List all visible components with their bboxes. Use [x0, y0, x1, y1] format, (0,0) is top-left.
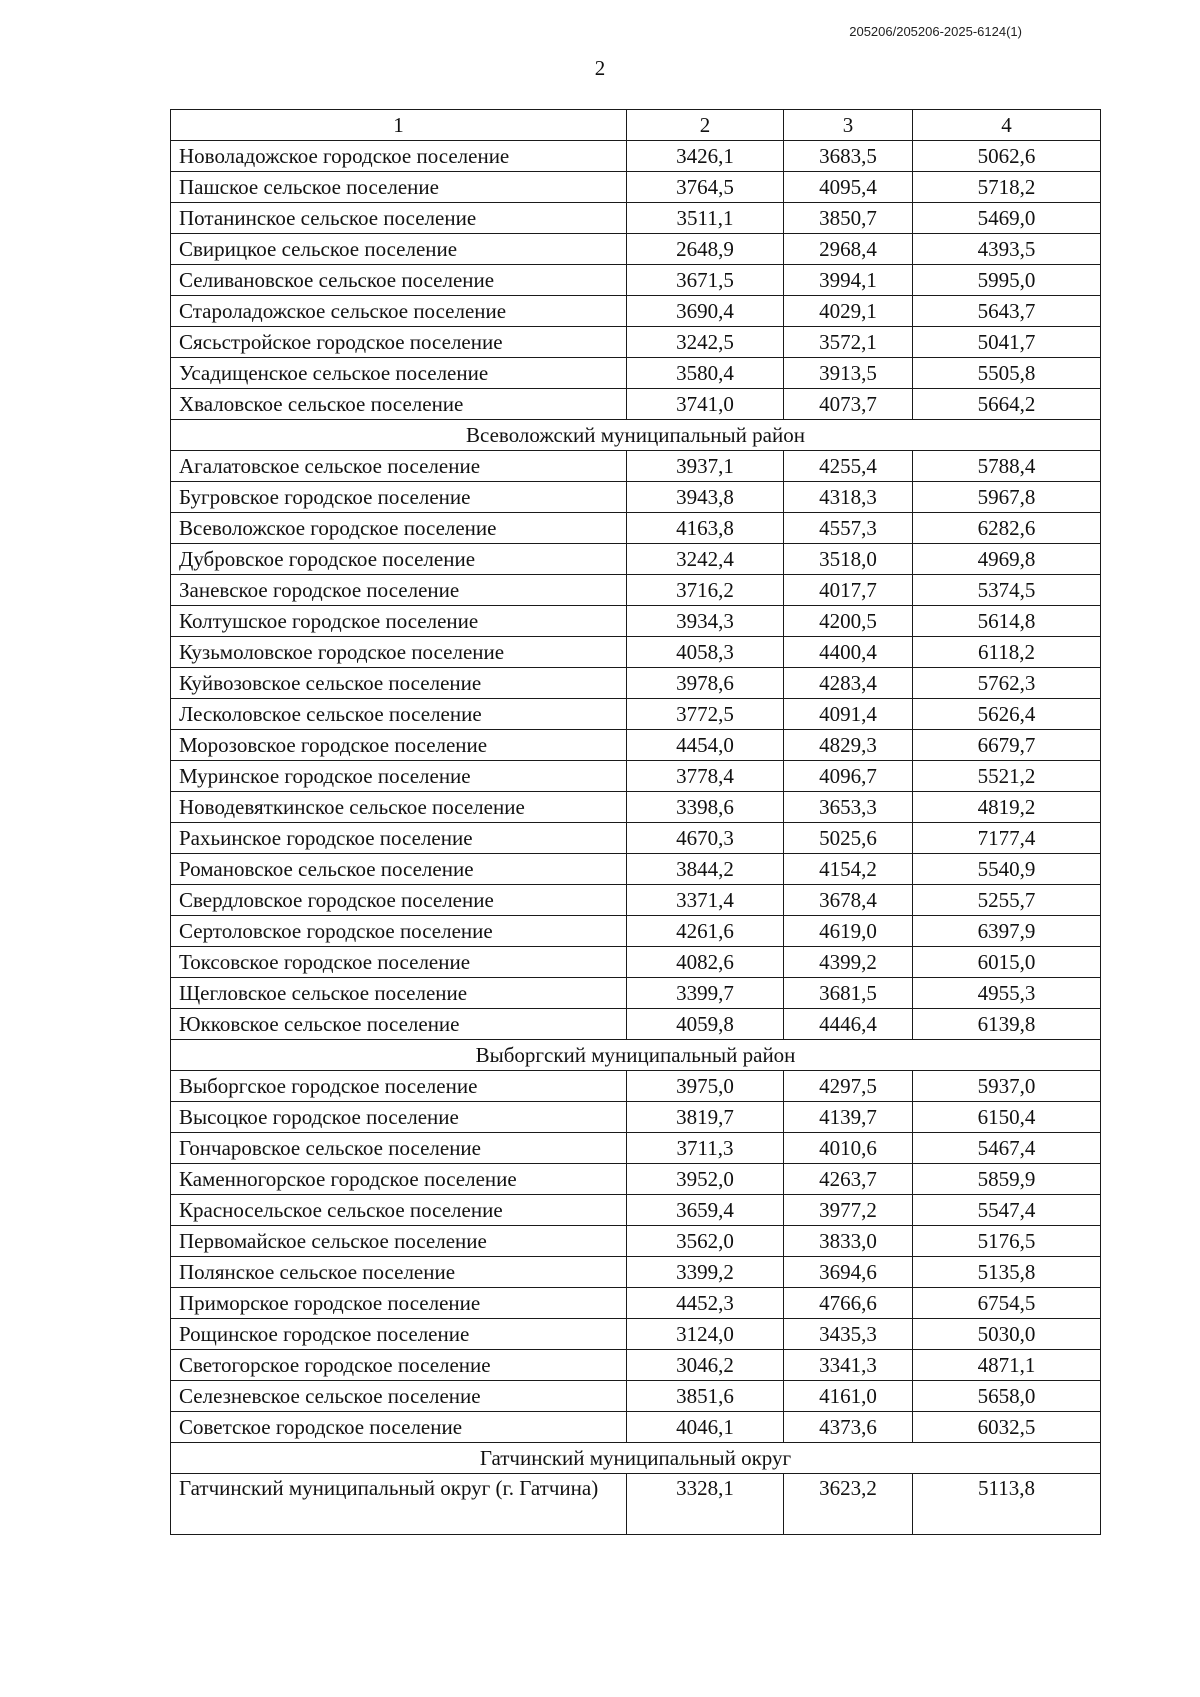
value-col-2: 3124,0 [627, 1319, 784, 1350]
settlement-name: Советское городское поселение [171, 1412, 627, 1443]
table-row [171, 234, 1101, 265]
value-col-2: 3819,7 [627, 1102, 784, 1133]
value-col-3: 3518,0 [784, 544, 913, 575]
table-row [171, 1381, 1101, 1412]
value-col-3: 4073,7 [784, 389, 913, 420]
value-col-4: 5374,5 [913, 575, 1101, 606]
settlement-name: Романовское сельское поселение [171, 854, 627, 885]
value-col-2: 3242,4 [627, 544, 784, 575]
value-col-3: 3850,7 [784, 203, 913, 234]
column-header-1: 1 [171, 110, 627, 141]
settlement-name: Дубровское городское поселение [171, 544, 627, 575]
value-col-2: 4058,3 [627, 637, 784, 668]
settlement-name: Усадищенское сельское поселение [171, 358, 627, 389]
value-col-4: 5937,0 [913, 1071, 1101, 1102]
value-col-4: 5467,4 [913, 1133, 1101, 1164]
value-col-4: 6282,6 [913, 513, 1101, 544]
settlement-name: Полянское сельское поселение [171, 1257, 627, 1288]
value-col-3: 4557,3 [784, 513, 913, 544]
table-row [171, 451, 1101, 482]
value-col-3: 4091,4 [784, 699, 913, 730]
value-col-4: 4969,8 [913, 544, 1101, 575]
value-col-4: 5718,2 [913, 172, 1101, 203]
table-row [171, 1164, 1101, 1195]
table-row [171, 916, 1101, 947]
value-col-2: 4163,8 [627, 513, 784, 544]
value-col-2: 4261,6 [627, 916, 784, 947]
value-col-2: 3328,1 [627, 1474, 784, 1535]
value-col-2: 3580,4 [627, 358, 784, 389]
value-col-2: 3975,0 [627, 1071, 784, 1102]
table-row [171, 885, 1101, 916]
column-header-3: 3 [784, 110, 913, 141]
settlement-name: Токсовское городское поселение [171, 947, 627, 978]
value-col-3: 4766,6 [784, 1288, 913, 1319]
value-col-2: 2648,9 [627, 234, 784, 265]
value-col-3: 3623,2 [784, 1474, 913, 1535]
table-row [171, 389, 1101, 420]
settlement-name: Новодевяткинское сельское поселение [171, 792, 627, 823]
settlement-name: Хваловское сельское поселение [171, 389, 627, 420]
settlement-name: Юкковское сельское поселение [171, 1009, 627, 1040]
value-col-3: 4446,4 [784, 1009, 913, 1040]
district-name: Выборгский муниципальный район [171, 1040, 1101, 1071]
value-col-3: 4010,6 [784, 1133, 913, 1164]
table-row [171, 1071, 1101, 1102]
table-row [171, 947, 1101, 978]
settlement-name: Кузьмоловское городское поселение [171, 637, 627, 668]
value-col-3: 4399,2 [784, 947, 913, 978]
value-col-2: 3934,3 [627, 606, 784, 637]
settlement-name: Муринское городское поселение [171, 761, 627, 792]
settlement-name: Светогорское городское поселение [171, 1350, 627, 1381]
district-row [171, 1443, 1101, 1474]
value-col-2: 3851,6 [627, 1381, 784, 1412]
value-col-3: 4017,7 [784, 575, 913, 606]
value-col-4: 5967,8 [913, 482, 1101, 513]
value-col-2: 3562,0 [627, 1226, 784, 1257]
value-col-3: 4283,4 [784, 668, 913, 699]
column-header-2: 2 [627, 110, 784, 141]
value-col-4: 5658,0 [913, 1381, 1101, 1412]
settlement-name: Сертоловское городское поселение [171, 916, 627, 947]
value-col-2: 4082,6 [627, 947, 784, 978]
table-row [171, 730, 1101, 761]
value-col-2: 3711,3 [627, 1133, 784, 1164]
value-col-3: 4161,0 [784, 1381, 913, 1412]
value-col-4: 5547,4 [913, 1195, 1101, 1226]
settlement-name: Селивановское сельское поселение [171, 265, 627, 296]
value-col-2: 3046,2 [627, 1350, 784, 1381]
value-col-3: 4139,7 [784, 1102, 913, 1133]
value-col-2: 3659,4 [627, 1195, 784, 1226]
page-number: 2 [594, 56, 606, 80]
value-col-4: 5176,5 [913, 1226, 1101, 1257]
table-row [171, 1350, 1101, 1381]
settlement-name: Староладожское сельское поселение [171, 296, 627, 327]
settlement-name: Первомайское сельское поселение [171, 1226, 627, 1257]
value-col-4: 4819,2 [913, 792, 1101, 823]
table-row [171, 668, 1101, 699]
table-row [171, 1319, 1101, 1350]
settlement-name: Сясьстройское городское поселение [171, 327, 627, 358]
value-col-4: 5643,7 [913, 296, 1101, 327]
value-col-3: 3977,2 [784, 1195, 913, 1226]
value-col-3: 3572,1 [784, 327, 913, 358]
settlement-name: Свирицкое сельское поселение [171, 234, 627, 265]
value-col-2: 3242,5 [627, 327, 784, 358]
table-row [171, 265, 1101, 296]
value-col-2: 3399,2 [627, 1257, 784, 1288]
settlement-name: Свердловское городское поселение [171, 885, 627, 916]
value-col-2: 4454,0 [627, 730, 784, 761]
value-col-3: 4373,6 [784, 1412, 913, 1443]
value-col-2: 3671,5 [627, 265, 784, 296]
value-col-2: 3778,4 [627, 761, 784, 792]
settlement-name: Гатчинский муниципальный округ (г. Гатчина) [171, 1474, 627, 1535]
table-row [171, 482, 1101, 513]
district-name: Гатчинский муниципальный округ [171, 1443, 1101, 1474]
table-row [171, 1288, 1101, 1319]
table-row [171, 1133, 1101, 1164]
value-col-2: 4059,8 [627, 1009, 784, 1040]
value-col-3: 5025,6 [784, 823, 913, 854]
value-col-2: 3741,0 [627, 389, 784, 420]
settlement-name: Приморское городское поселение [171, 1288, 627, 1319]
value-col-2: 3371,4 [627, 885, 784, 916]
value-col-2: 3511,1 [627, 203, 784, 234]
table-row [171, 761, 1101, 792]
value-col-4: 6397,9 [913, 916, 1101, 947]
district-row [171, 420, 1101, 451]
district-name: Всеволожский муниципальный район [171, 420, 1101, 451]
value-col-2: 3399,7 [627, 978, 784, 1009]
settlement-name: Красносельское сельское поселение [171, 1195, 627, 1226]
value-col-3: 3994,1 [784, 265, 913, 296]
value-col-2: 3943,8 [627, 482, 784, 513]
document-number: 205206/205206-2025-6124(1) [849, 24, 1022, 39]
table-row [171, 1195, 1101, 1226]
settlement-name: Бугровское городское поселение [171, 482, 627, 513]
table-row [171, 1412, 1101, 1443]
value-col-4: 6150,4 [913, 1102, 1101, 1133]
value-col-2: 4046,1 [627, 1412, 784, 1443]
settlement-name: Щегловское сельское поселение [171, 978, 627, 1009]
value-col-4: 6754,5 [913, 1288, 1101, 1319]
value-col-4: 5762,3 [913, 668, 1101, 699]
value-col-2: 4452,3 [627, 1288, 784, 1319]
district-row [171, 1040, 1101, 1071]
value-col-4: 5255,7 [913, 885, 1101, 916]
value-col-4: 5664,2 [913, 389, 1101, 420]
value-col-2: 3844,2 [627, 854, 784, 885]
value-col-2: 3690,4 [627, 296, 784, 327]
settlement-name: Пашское сельское поселение [171, 172, 627, 203]
value-col-3: 4096,7 [784, 761, 913, 792]
value-col-4: 5135,8 [913, 1257, 1101, 1288]
value-col-2: 3952,0 [627, 1164, 784, 1195]
table-row [171, 606, 1101, 637]
value-col-3: 4400,4 [784, 637, 913, 668]
value-col-4: 5995,0 [913, 265, 1101, 296]
settlement-name: Всеволожское городское поселение [171, 513, 627, 544]
value-col-2: 3716,2 [627, 575, 784, 606]
value-col-3: 4255,4 [784, 451, 913, 482]
table-header [171, 110, 1101, 141]
value-col-4: 5859,9 [913, 1164, 1101, 1195]
table-row [171, 978, 1101, 1009]
value-col-3: 3653,3 [784, 792, 913, 823]
value-col-3: 4263,7 [784, 1164, 913, 1195]
value-col-3: 4297,5 [784, 1071, 913, 1102]
table-row [171, 296, 1101, 327]
settlement-name: Каменногорское городское поселение [171, 1164, 627, 1195]
value-col-3: 4029,1 [784, 296, 913, 327]
value-col-2: 4670,3 [627, 823, 784, 854]
settlement-name: Гончаровское сельское поселение [171, 1133, 627, 1164]
value-col-4: 5521,2 [913, 761, 1101, 792]
value-col-3: 4095,4 [784, 172, 913, 203]
settlement-name: Высоцкое городское поселение [171, 1102, 627, 1133]
value-col-4: 5113,8 [913, 1474, 1101, 1535]
settlement-name: Рахьинское городское поселение [171, 823, 627, 854]
table-row [171, 203, 1101, 234]
table-row [171, 854, 1101, 885]
settlement-name: Куйвозовское сельское поселение [171, 668, 627, 699]
value-col-3: 3678,4 [784, 885, 913, 916]
value-col-4: 5062,6 [913, 141, 1101, 172]
settlement-name: Агалатовское сельское поселение [171, 451, 627, 482]
value-col-2: 3937,1 [627, 451, 784, 482]
table-row [171, 637, 1101, 668]
header-row [171, 110, 1101, 141]
value-col-3: 3694,6 [784, 1257, 913, 1288]
value-col-3: 3681,5 [784, 978, 913, 1009]
table-row [171, 575, 1101, 606]
value-col-3: 4318,3 [784, 482, 913, 513]
table-row [171, 172, 1101, 203]
value-col-3: 3683,5 [784, 141, 913, 172]
settlement-name: Морозовское городское поселение [171, 730, 627, 761]
table-row [171, 1474, 1101, 1535]
table-row [171, 141, 1101, 172]
value-col-4: 5469,0 [913, 203, 1101, 234]
value-col-4: 5540,9 [913, 854, 1101, 885]
value-col-4: 5788,4 [913, 451, 1101, 482]
value-col-4: 6139,8 [913, 1009, 1101, 1040]
value-col-4: 7177,4 [913, 823, 1101, 854]
table-row [171, 1102, 1101, 1133]
value-col-2: 3398,6 [627, 792, 784, 823]
value-col-4: 4955,3 [913, 978, 1101, 1009]
table-row [171, 1257, 1101, 1288]
value-col-2: 3772,5 [627, 699, 784, 730]
value-col-3: 3833,0 [784, 1226, 913, 1257]
settlement-name: Выборгское городское поселение [171, 1071, 627, 1102]
table-row [171, 544, 1101, 575]
value-col-3: 3435,3 [784, 1319, 913, 1350]
value-col-4: 5626,4 [913, 699, 1101, 730]
value-col-4: 5041,7 [913, 327, 1101, 358]
settlement-name: Потанинское сельское поселение [171, 203, 627, 234]
value-col-4: 6015,0 [913, 947, 1101, 978]
settlement-name: Селезневское сельское поселение [171, 1381, 627, 1412]
settlement-name: Новоладожское городское поселение [171, 141, 627, 172]
value-col-3: 4154,2 [784, 854, 913, 885]
settlement-name: Колтушское городское поселение [171, 606, 627, 637]
value-col-3: 4829,3 [784, 730, 913, 761]
value-col-3: 2968,4 [784, 234, 913, 265]
value-col-4: 5505,8 [913, 358, 1101, 389]
table-row [171, 823, 1101, 854]
table-row [171, 358, 1101, 389]
column-header-4: 4 [913, 110, 1101, 141]
table-body [171, 141, 1101, 1535]
table-row [171, 327, 1101, 358]
value-col-2: 3426,1 [627, 141, 784, 172]
value-col-4: 4393,5 [913, 234, 1101, 265]
value-col-3: 3913,5 [784, 358, 913, 389]
value-col-4: 4871,1 [913, 1350, 1101, 1381]
value-col-4: 6118,2 [913, 637, 1101, 668]
value-col-4: 6679,7 [913, 730, 1101, 761]
value-col-3: 4619,0 [784, 916, 913, 947]
settlement-name: Рощинское городское поселение [171, 1319, 627, 1350]
table-row [171, 792, 1101, 823]
data-table [170, 109, 1101, 1535]
value-col-3: 3341,3 [784, 1350, 913, 1381]
value-col-4: 5614,8 [913, 606, 1101, 637]
table-row [171, 1226, 1101, 1257]
value-col-4: 5030,0 [913, 1319, 1101, 1350]
value-col-3: 4200,5 [784, 606, 913, 637]
table-row [171, 513, 1101, 544]
value-col-2: 3764,5 [627, 172, 784, 203]
value-col-2: 3978,6 [627, 668, 784, 699]
value-col-4: 6032,5 [913, 1412, 1101, 1443]
table-row [171, 1009, 1101, 1040]
settlement-name: Заневское городское поселение [171, 575, 627, 606]
settlement-name: Лесколовское сельское поселение [171, 699, 627, 730]
table-row [171, 699, 1101, 730]
